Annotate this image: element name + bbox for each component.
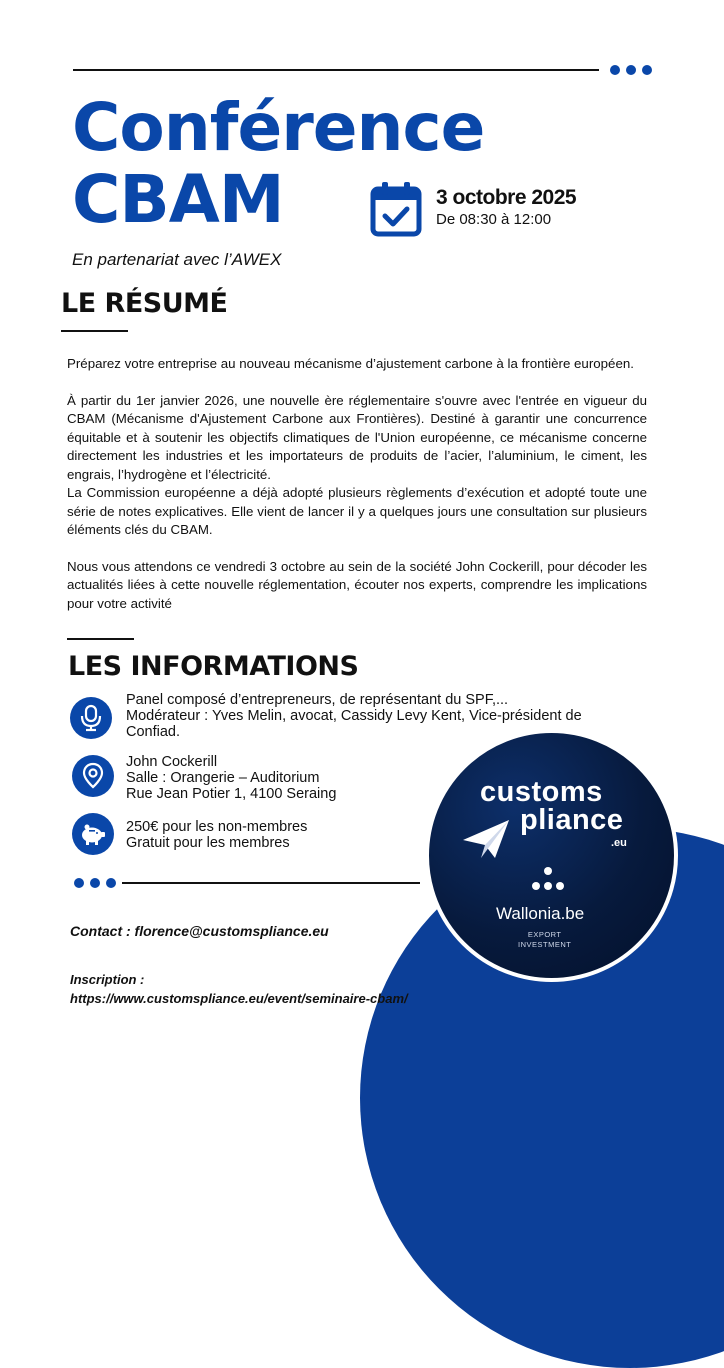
info-line: Panel composé d’entrepreneurs, de représentant du SPF,... [126, 692, 509, 708]
title-line-1: Conférence [72, 89, 485, 166]
dot [90, 878, 100, 888]
dot [642, 65, 652, 75]
title-line-2: CBAM [72, 161, 284, 238]
top-divider [73, 69, 599, 71]
inscription-label: Inscription : [70, 972, 145, 987]
logo-eu-text: .eu [611, 837, 627, 849]
info-divider [67, 638, 134, 640]
info-line: Confiad. [126, 724, 181, 740]
info-line: Rue Jean Potier 1, 4100 Seraing [126, 786, 337, 802]
info-item-panel [126, 692, 582, 740]
microphone-icon [70, 697, 112, 739]
contact-email[interactable]: Contact : florence@customspliance.eu [70, 923, 329, 939]
dot [74, 878, 84, 888]
decorative-dots-bottom [74, 878, 116, 888]
wallonia-dots-icon [530, 866, 566, 897]
info-line: Modérateur : Yves Melin, avocat, Cassidy Levy Kent, Vice-président de [126, 708, 582, 724]
inscription-link[interactable]: https://www.customspliance.eu/event/seminaire-cbam/ [70, 991, 408, 1006]
dot [610, 65, 620, 75]
info-line: Gratuit pour les membres [126, 835, 290, 851]
resume-underline [61, 330, 128, 332]
wallonia-export: EXPORT [527, 930, 562, 939]
dot [626, 65, 636, 75]
wallonia-subtitle [518, 930, 571, 950]
info-line: 250€ pour les non-membres [126, 819, 308, 835]
piggy-bank-icon [72, 813, 114, 855]
event-date: 3 octobre 2025 [436, 186, 577, 209]
calendar-check-icon [370, 181, 422, 242]
event-time: De 08:30 à 12:00 [436, 211, 552, 228]
info-item-price [126, 819, 307, 851]
wallonia-text: Wallonia.be [496, 904, 585, 923]
paper-plane-icon [461, 818, 511, 865]
resume-paragraph: La Commission européenne a déjà adopté plusieurs règlements d’exécution et adopté toute une série de notes explicatives. Elle vient de lancer il y a quelques jours une consultation sur plusieurs éléments clés du CBAM. [67, 485, 647, 537]
info-line: Salle : Orangerie – Auditorium [126, 770, 320, 786]
logo-customs-text: customs [480, 776, 603, 808]
resume-paragraph: Nous vous attendons ce vendredi 3 octobre au sein de la société John Cockerill, pour décoder les actualités liées à cette nouvelle réglementation, écouter nos experts, comprendre les implications pour votre activité [67, 558, 647, 611]
logo-pliance-text: pliance [520, 804, 624, 836]
info-line: John Cockerill [126, 754, 218, 770]
resume-heading: LE RÉSUMÉ [61, 288, 228, 319]
resume-paragraph: Préparez votre entreprise au nouveau mécanisme d’ajustement carbone à la frontière européen. [67, 356, 634, 371]
info-item-location [126, 754, 336, 802]
location-pin-icon [72, 755, 114, 797]
info-heading: LES INFORMATIONS [68, 651, 359, 682]
decorative-dots-top [610, 65, 652, 75]
partner-text: En partenariat avec l’AWEX [72, 250, 282, 269]
resume-body [67, 355, 647, 613]
bottom-divider [122, 882, 420, 884]
dot [106, 878, 116, 888]
wallonia-investment: INVESTMENT [518, 940, 572, 949]
resume-paragraph: À partir du 1er janvier 2026, une nouvelle ère réglementaire s'ouvre avec l'entrée en vigueur du CBAM (Mécanisme d'Ajustement Carbone aux Frontières). Destiné à garantir une concurrence équitable et à soutenir les objectifs climatiques de l'Union européenne, ce mécanisme concerne directement les industries et les importateurs de produits de l’acier, l’aluminium, le ciment, les engrais, l’hydrogène et l’électricité. [67, 392, 647, 482]
page-title [72, 89, 485, 238]
